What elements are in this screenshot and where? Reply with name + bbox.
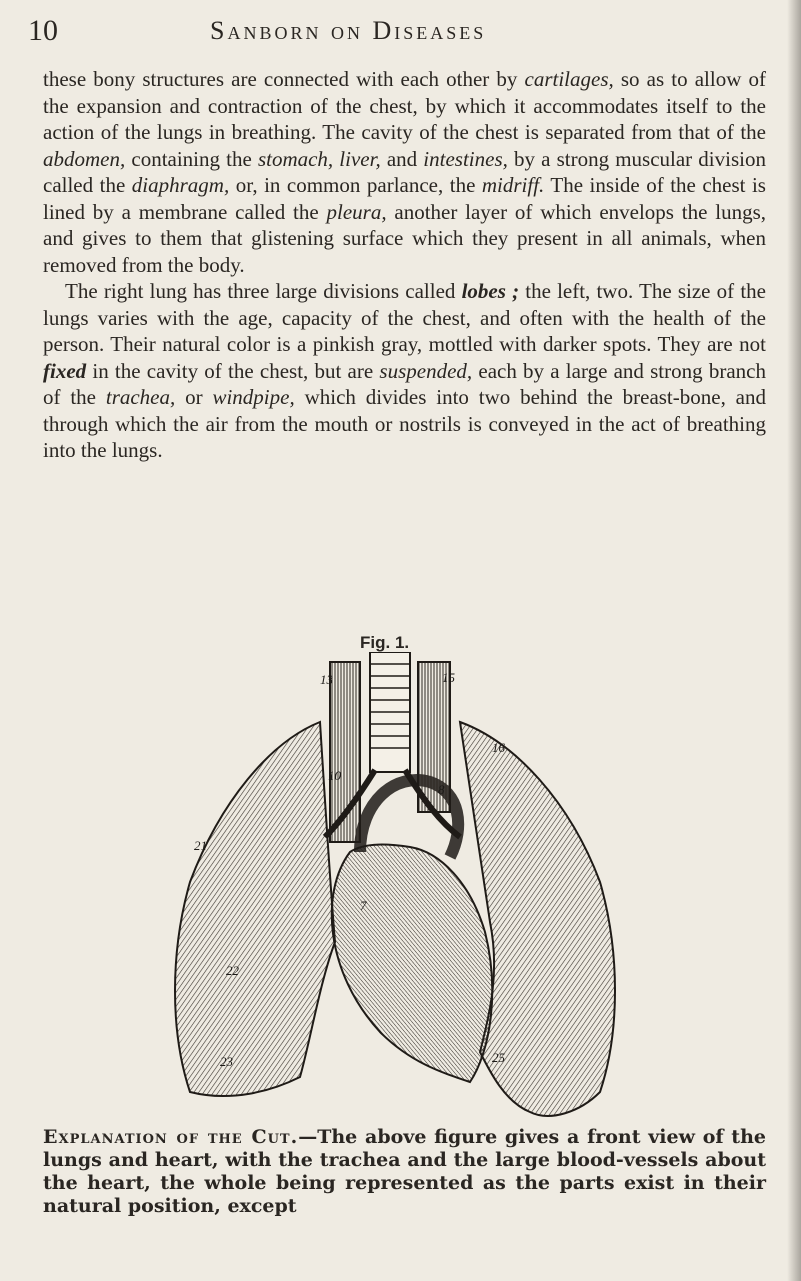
page-edge-shadow — [787, 0, 801, 1281]
lungs-heart-engraving — [160, 652, 630, 1122]
text-run: so as to allow of the expansion and contraction of the chest, by which it accommodates itself to the action of the lungs in breathing. The cavity of the chest is separated from that of the — [43, 67, 766, 144]
figure-caption — [43, 1126, 766, 1218]
figure-number: 8 — [438, 782, 445, 797]
heart — [332, 845, 492, 1082]
figure-number: 22 — [226, 963, 239, 978]
figure-number: 13 — [320, 672, 333, 687]
italic-term: fixed — [43, 358, 87, 383]
figure-number: 15 — [442, 670, 455, 685]
italic-term: stomach, liver, — [257, 146, 381, 171]
italic-term: pleura, — [326, 199, 387, 224]
italic-term: cartilages, — [524, 67, 614, 91]
paragraph-2 — [43, 278, 766, 464]
paragraph-1 — [43, 66, 766, 278]
text-run: or — [175, 385, 213, 409]
text-run: containing the — [125, 146, 258, 171]
right-lung — [175, 722, 335, 1096]
figure-number: 7 — [360, 898, 367, 913]
text-run: The inside of the chest is lined by a membrane called the — [43, 173, 766, 224]
text-run: these bony structures are connected with each other by — [43, 67, 525, 91]
italic-term: abdomen, — [43, 146, 126, 171]
text-run: The right lung has three large divisions called — [65, 279, 462, 303]
text-run: or, in common parlance, the — [229, 173, 482, 197]
text-run: by a strong muscular division called the — [43, 146, 766, 197]
italic-term: intestines, — [423, 146, 508, 171]
running-head: Sanborn on Diseases — [210, 16, 487, 45]
italic-term: diaphragm, — [131, 173, 230, 197]
caption-text: —The above figure gives a front view of the lungs and heart, with the trachea and the large blood-vessels about the heart, the whole being represented as the parts exist in their natural position, except — [43, 1126, 766, 1217]
figure-label: Fig. 1. — [360, 633, 410, 652]
text-run: each by a large and strong branch of the — [43, 358, 766, 409]
italic-term: trachea, — [105, 385, 176, 409]
text-run: which divides into two behind the breast-bone, and through which the air from the mouth or nostrils is conveyed in the act of breathing into the lungs. — [43, 385, 766, 462]
italic-term: lobes ; — [461, 279, 520, 303]
figure-number: 10 — [328, 768, 341, 783]
text-run: another layer of which envelops the lungs, and gives to them that glistening surface which they present in all animals, when removed from the body. — [43, 199, 766, 277]
italic-term: midriff. — [481, 173, 545, 197]
figure-number: 21 — [194, 838, 207, 853]
caption-lead: Explanation of the Cut. — [43, 1126, 299, 1148]
page-number: 10 — [28, 14, 58, 47]
body-text — [43, 66, 766, 464]
text-run: in the cavity of the chest, but are — [86, 358, 380, 383]
figure-number: 16 — [492, 740, 505, 755]
italic-term: windpipe, — [212, 385, 295, 409]
figure-number: 23 — [220, 1054, 233, 1069]
figure-number: 25 — [492, 1050, 505, 1065]
text-run: and — [380, 146, 424, 171]
italic-term: suspended, — [379, 358, 473, 383]
page-header — [0, 14, 801, 54]
text-run: the left, two. The size of the lungs varies with the age, capacity of the chest, and often with the health of the person. Their natural color is a pinkish gray, mottled with darker spots. They are not — [43, 279, 766, 356]
